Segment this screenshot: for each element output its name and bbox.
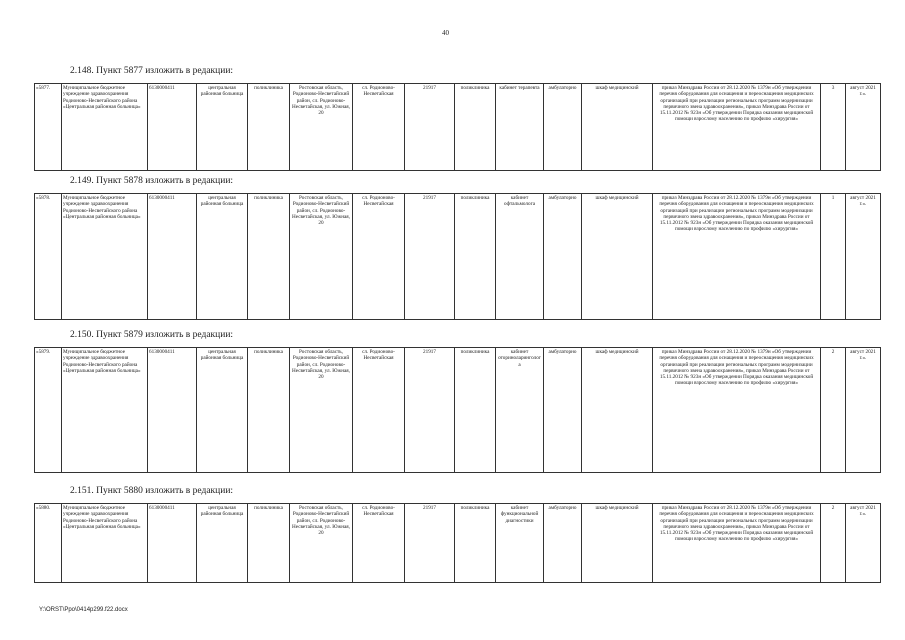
cell-basis: приказ Минздрава России от 28.12.2020 № 1379н «Об утверждении перечня оборудования для оснащения и переоснащения медицинских организаций при реализации региональных программ модернизации первичного звена здравоохранения», приказ Минздрава России от 15.11.2012 № 923н «Об утверждении Порядка оказания медицинской помощи взрослому населению по профилю «хирургия» [653, 194, 821, 320]
cell-date: август 2021 г.». [846, 348, 881, 473]
section-heading: 2.151. Пункт 5880 изложить в редакции: [70, 486, 234, 496]
section-heading: 2.149. Пункт 5878 изложить в редакции: [70, 176, 234, 186]
cell-qty: 2 [821, 348, 846, 473]
cell-unit: поликлиника [455, 84, 496, 171]
cell-facility: центральная районная больница [197, 504, 248, 583]
cell-item: шкаф медицинский [582, 84, 653, 171]
cell-room: кабинет офтальмолога [496, 194, 544, 320]
section-heading: 2.150. Пункт 5879 изложить в редакции: [70, 330, 234, 340]
cell-okato: 21917 [405, 504, 455, 583]
entry-table [34, 347, 881, 473]
cell-address: Ростовская область, Родионово-Несветайский район, сл. Родионово-Несветайская, ул. Южная, 20 [290, 84, 353, 171]
file-path-footer: Y:\ORST\Ppo\0414p299.f22.docx [39, 607, 128, 613]
cell-unit: поликлиника [455, 194, 496, 320]
cell-room: кабинет оториноларинголога [496, 348, 544, 473]
cell-item: шкаф медицинский [582, 504, 653, 583]
cell-org: Муниципальное бюджетное учреждение здравоохранения Родионово-Несветайского района «Центральная районная больница» [62, 504, 148, 583]
cell-qty: 3 [821, 84, 846, 171]
cell-facility: центральная районная больница [197, 348, 248, 473]
cell-num: «5879. [35, 348, 62, 473]
cell-locality: сл. Родионово-Несветайская [353, 194, 405, 320]
entry-table [34, 503, 881, 583]
cell-item: шкаф медицинский [582, 194, 653, 320]
cell-num: «5880. [35, 504, 62, 583]
cell-date: август 2021 г.». [846, 504, 881, 583]
cell-dept: поликлиника [248, 194, 290, 320]
cell-basis: приказ Минздрава России от 28.12.2020 № 1379н «Об утверждении перечня оборудования для оснащения и переоснащения медицинских организаций при реализации региональных программ модернизации первичного звена здравоохранения», приказ Минздрава России от 15.11.2012 № 923н «Об утверждении Порядка оказания медицинской помощи взрослому населению по профилю «хирургия» [653, 348, 821, 473]
cell-basis: приказ Минздрава России от 28.12.2020 № 1379н «Об утверждении перечня оборудования для оснащения и переоснащения медицинских организаций при реализации региональных программ модернизации первичного звена здравоохранения», приказ Минздрава России от 15.11.2012 № 923н «Об утверждении Порядка оказания медицинской помощи взрослому населению по профилю «хирургия» [653, 84, 821, 171]
cell-okato: 21917 [405, 194, 455, 320]
cell-care: амбулаторно [544, 504, 582, 583]
cell-address: Ростовская область, Родионово-Несветайский район, сл. Родионово-Несветайская, ул. Южная, 20 [290, 194, 353, 320]
entry-table [34, 83, 881, 171]
cell-org: Муниципальное бюджетное учреждение здравоохранения Родионово-Несветайского района «Центральная районная больница» [62, 84, 148, 171]
cell-item: шкаф медицинский [582, 348, 653, 473]
cell-date: август 2021 г.». [846, 194, 881, 320]
cell-code: 6130000411 [148, 194, 197, 320]
cell-qty: 2 [821, 504, 846, 583]
cell-unit: поликлиника [455, 504, 496, 583]
cell-code: 6130000411 [148, 504, 197, 583]
cell-num: «5877. [35, 84, 62, 171]
cell-care: амбулаторно [544, 84, 582, 171]
cell-address: Ростовская область, Родионово-Несветайский район, сл. Родионово-Несветайская, ул. Южная, 20 [290, 504, 353, 583]
cell-room: кабинет функциональной диагностики [496, 504, 544, 583]
cell-locality: сл. Родионово-Несветайская [353, 84, 405, 171]
cell-num: «5878. [35, 194, 62, 320]
cell-org: Муниципальное бюджетное учреждение здравоохранения Родионово-Несветайского района «Центральная районная больница» [62, 348, 148, 473]
cell-dept: поликлиника [248, 84, 290, 171]
cell-locality: сл. Родионово-Несветайская [353, 504, 405, 583]
cell-facility: центральная районная больница [197, 84, 248, 171]
cell-facility: центральная районная больница [197, 194, 248, 320]
cell-qty: 1 [821, 194, 846, 320]
cell-address: Ростовская область, Родионово-Несветайский район, сл. Родионово-Несветайская, ул. Южная, 20 [290, 348, 353, 473]
cell-date: август 2021 г.». [846, 84, 881, 171]
section-heading: 2.148. Пункт 5877 изложить в редакции: [70, 66, 234, 76]
cell-care: амбулаторно [544, 348, 582, 473]
cell-unit: поликлиника [455, 348, 496, 473]
entry-table [34, 193, 881, 320]
cell-dept: поликлиника [248, 348, 290, 473]
cell-okato: 21917 [405, 84, 455, 171]
cell-code: 6130000411 [148, 348, 197, 473]
page-number: 40 [442, 29, 449, 37]
cell-code: 6130000411 [148, 84, 197, 171]
cell-locality: сл. Родионово-Несветайская [353, 348, 405, 473]
cell-room: кабинет терапевта [496, 84, 544, 171]
cell-okato: 21917 [405, 348, 455, 473]
cell-org: Муниципальное бюджетное учреждение здравоохранения Родионово-Несветайского района «Центральная районная больница» [62, 194, 148, 320]
cell-basis: приказ Минздрава России от 28.12.2020 № 1379н «Об утверждении перечня оборудования для оснащения и переоснащения медицинских организаций при реализации региональных программ модернизации первичного звена здравоохранения», приказ Минздрава России от 15.11.2012 № 923н «Об утверждении Порядка оказания медицинской помощи взрослому населению по профилю «хирургия» [653, 504, 821, 583]
cell-dept: поликлиника [248, 504, 290, 583]
cell-care: амбулаторно [544, 194, 582, 320]
